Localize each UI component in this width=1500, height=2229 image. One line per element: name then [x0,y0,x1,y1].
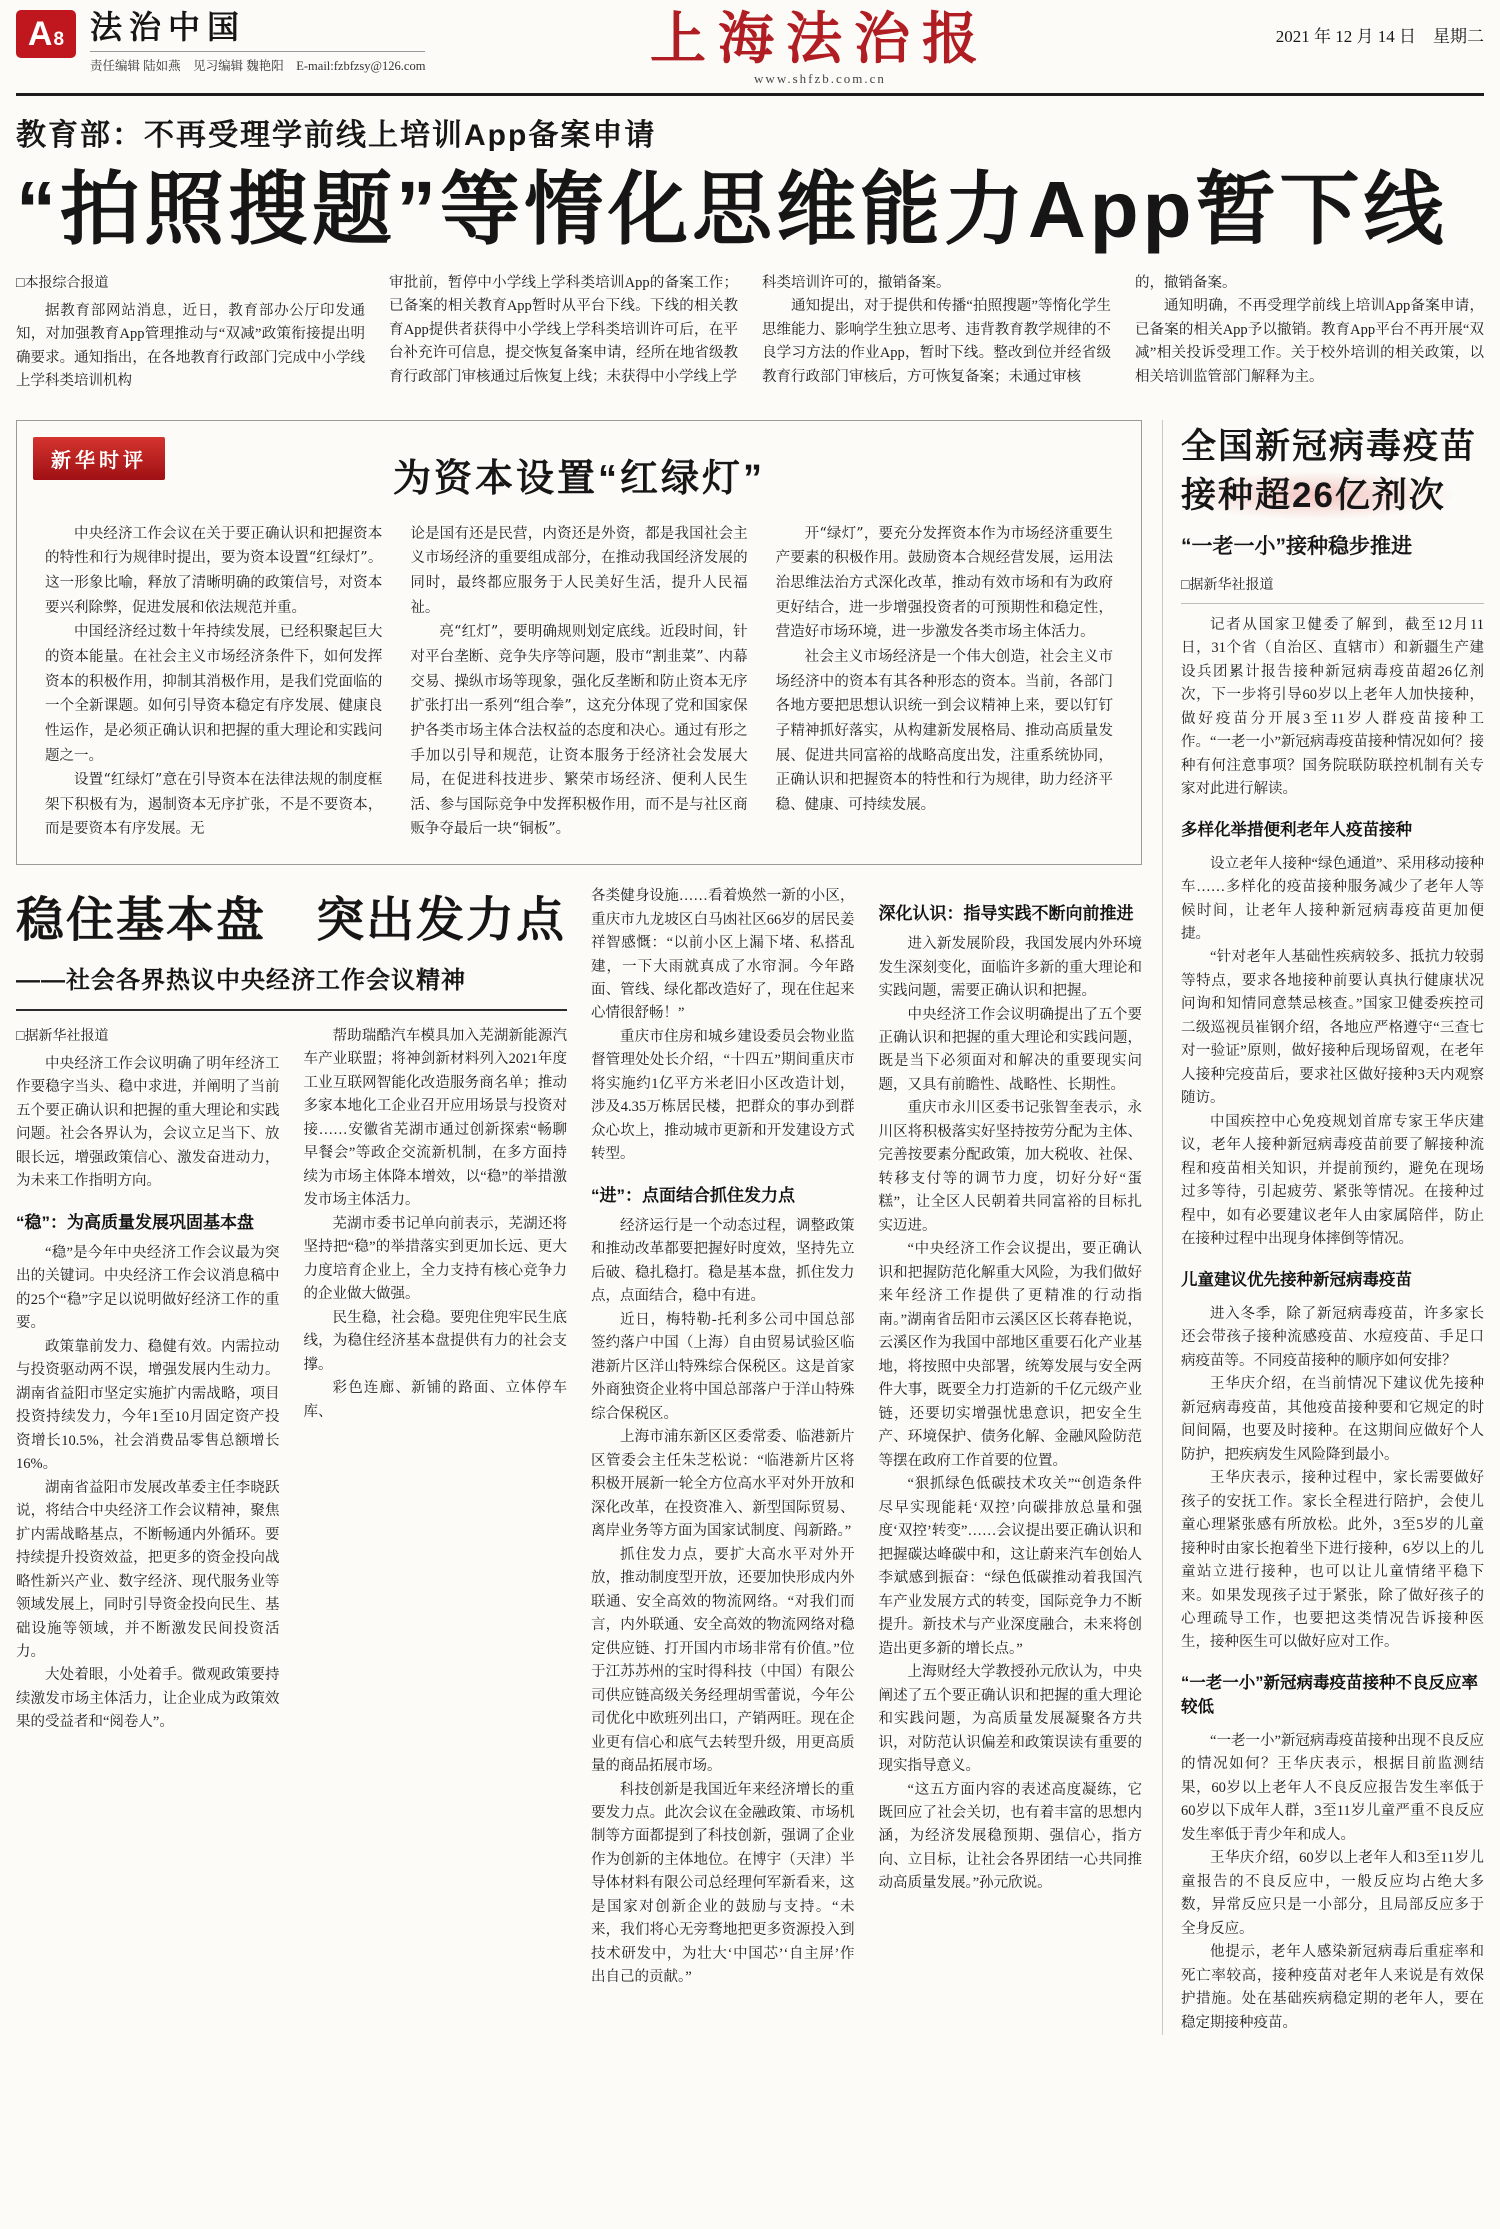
main-content-row [16,420,1484,2035]
section-title: 法治中国 [90,9,247,45]
vaccine-byline: □据新华社报道 [1181,574,1484,604]
page-badge-number: 8 [53,29,65,50]
body-paragraph: “狠抓绿色低碳技术攻关”“创造条件尽早实现能耗‘双控’向碳排放总量和强度‘双控’转变”……会议提出要正确认识和把握碳达峰碳中和，这让蔚来汽车创始人李斌感到振奋：“绿色低碳推动着我国汽车产业发展方式的转变，国际竞争力不断提升。新技术与产业深度融合，未来将创造出更多新的增长点。” [878,1476,1142,1657]
body-paragraph: 的，撤销备案。 [1135,274,1237,291]
body-paragraph: 科技创新是我国近年来经济增长的重要发力点。此次会议在金融政策、市场机制等方面都提到了科技创新，强调了企业作为创新的主体地位。在博宇（天津）半导体材料有限公司总经理何军新看来，这是国家对创新企业的鼓励与支持。“未来，我们将心无旁骛地把更多资源投入到技术研发中，为壮大‘中国芯’‘自主屏’作出自己的贡献。” [591,1781,855,1986]
body-paragraph: 中央经济工作会议明确了明年经济工作要稳字当头、稳中求进，并阐明了当前五个要正确认识和把握的重大理论和实践问题。社会各界认为，会议立足当下、放眼长远，增强政策信心、激发奋进动力，为未来工作指明方向。 [16,1055,280,1190]
commentary-badge: 新华时评 [33,437,165,480]
column-sub-heading: 深化认识：指导实践不断向前推进 [878,904,1134,924]
vaccine-headline-line2: 接种超26亿剂次 [1181,471,1454,520]
body-paragraph: 论是国有还是民营，内资还是外资，都是我国社会主义市场经济的重要组成部分，在推动我国经济发展的同时，最终都应服务于人民美好生活，提升人民福祉。 [410,525,748,616]
date-line: 2021 年 12 月 14 日 星期二 [1275,27,1484,46]
lead-kicker: 教育部：不再受理学前线上培训App备案申请 [16,118,657,152]
website-url: www.shfzb.com.cn [754,70,886,86]
page-number-badge [16,10,76,58]
body-paragraph: 审批前，暂停中小学线上学科类培训App的备案工作；已备案的相关教育App暂时从平台下线。下线的相关教育App提供者获得中小学线上学科类培训许可后，在平台补充许可信息，提交恢复备案申请，经所在地省级教育行政部门审核通过后恢复上线；未获得中小学线上学 [389,274,738,385]
body-paragraph: 湖南省益阳市发展改革委主任李晓跃说，将结合中央经济工作会议精神，聚焦扩内需战略基点，不断畅通内外循环。要持续提升投资效益，把更多的资金投向战略性新兴产业、数字经济、现代服务业等领域发展上，同时引导资金投向民生、基础设施等领域，并不断激发民间投资活力。 [16,1479,280,1660]
column-text [16,1053,280,1735]
body-paragraph: 社会主义市场经济是一个伟大创造，社会主义市场经济中的资本有其各种形态的资本。当前，各部门各地方要把思想认识统一到会议精神上来，要以钉钉子精神抓好落实，从构建新发展格局、推动高质量发展、促进共同富裕的战略高度出发，注重系统协同，正确认识和把握资本的特性和行为规律，助力经济平稳、健康、可持续发展。 [775,648,1113,813]
body-paragraph: 记者从国家卫健委了解到，截至12月11日，31个省（自治区、直辖市）和新疆生产建设兵团累计报告接种新冠病毒疫苗超26亿剂次，下一步将引导60岁以上老年人加快接种，做好疫苗分开展3至11岁人群疫苗接种工作。“一老一小”新冠病毒疫苗接种情况如何？接种有何注意事项？国务院联防联控机制有关专家对此进行解读。 [1181,616,1484,798]
economy-headline-block [16,885,567,1011]
body-paragraph: 政策靠前发力、稳健有效。内需拉动与投资驱动两不误，增强发展内生动力。湖南省益阳市坚定实施扩内需战略，项目投资持续发力，今年1至10月固定资产投资增长10.5%，社会消费品零售总额增长16%。 [16,1338,280,1473]
masthead-block [456,6,1184,87]
body-paragraph: “稳”是今年中央经济工作会议最为突出的关键词。中央经济工作会议消息稿中的25个“稳”字足以说明做好经济工作的重要。 [16,1244,280,1332]
economy-left-columns [16,1025,567,1735]
economy-article-grid [16,885,1142,1990]
body-paragraph: 中国经济经过数十年持续发展，已经积聚起巨大的资本能量。在社会主义市场经济条件下，如何发挥资本的积极作用，抑制其消极作用，是我们党面临的一个全新课题。如何引导资本稳定有序发展、健康良性运作，是必须正确认识和把握的重大理论和实践问题之一。 [45,624,383,764]
article-column [410,522,747,842]
body-paragraph: 重庆市永川区委书记张智奎表示，永川区将积极落实好坚持按劳分配为主体、完善按要素分配政策，加大税收、社保、转移支付等的调节力度，切好分好“蛋糕”，让全区人民朝着共同富裕的目标扎实迈进。 [878,1100,1142,1234]
body-paragraph: 中央经济工作会议明确提出了五个要正确认识和把握的重大理论和实践问题，既是当下必须面对和解决的重要现实问题，又具有前瞻性、战略性、长期性。 [878,1006,1142,1093]
editors-line: 责任编辑 陆如燕 见习编辑 魏艳阳 E-mail:fzbfzsy@126.com [90,51,425,74]
body-paragraph: 王华庆介绍，60岁以上老年人和3至11岁儿童报告的不良反应中，一般反应均占绝大多数，异常反应只是一小部分，且局部反应多于全身反应。 [1181,1850,1484,1937]
economy-headline: 稳住基本盘 突出发力点 [16,894,567,948]
paper-masthead: 上海法治报 [650,6,990,72]
body-paragraph: 通知明确，不再受理学前线上培训App备案申请，已备案的相关App予以撤销。教育App平台不再开展“双减”相关投诉受理工作。关于校外培训的相关政策，以相关培训监管部门解释为主。 [1135,298,1484,385]
economy-article-left [16,885,567,1990]
economy-byline: □据新华社报道 [16,1028,109,1044]
body-paragraph: 重庆市住房和城乡建设委员会物业监督管理处处长介绍，“十四五”期间重庆市将实施约1亿平方米老旧小区改造计划，涉及4.35万栋居民楼，把群众的事办到群众心坎上，推动城市更新和开发建设方式转型。 [591,1028,855,1163]
economy-subhead: ——社会各界热议中央经济工作会议精神 [16,966,466,994]
body-paragraph: 设立老年人接种“绿色通道”、采用移动接种车……多样化的疫苗接种服务减少了老年人等候时间，让老年人接种新冠病毒疫苗更加便捷。 [1181,855,1484,942]
left-main-column [16,420,1142,2035]
body-paragraph: 民生稳，社会稳。要兜住兜牢民生底线，为稳住经济基本盘提供有力的社会支撑。 [303,1309,567,1373]
body-paragraph: 进入新发展阶段，我国发展内外环境发生深刻变化，面临许多新的重大理论和实践问题，需要正确认识和把握。 [878,936,1142,1000]
body-paragraph: 王华庆表示，接种过程中，家长需要做好孩子的安抚工作。家长全程进行陪护，会使儿童心理紧张感有所放松。此外，3至5岁的儿童接种时由家长抱着坐下进行接种，6岁以上的儿童站立进行接种，也可以让儿童情绪平稳下来。如果发现孩子过于紧张，除了做好孩子的心理疏导工作，也要把这类情况告诉接种医生，接种医生可以做好应对工作。 [1181,1470,1484,1651]
body-paragraph: 上海财经大学教授孙元欣认为，中央阐述了五个要正确认识和把握的重大理论和实践问题，为高质量发展凝聚各方共识，对防范认识偏差和政策误读有重要的现实指导意义。 [878,1664,1142,1775]
column-sub-heading: 儿童建议优先接种新冠病毒疫苗 [1181,1270,1412,1289]
vaccine-headline [1181,422,1484,520]
body-paragraph: 王华庆介绍，在当前情况下建议优先接种新冠病毒疫苗，其他疫苗接种要和它规定的时间间隔，也要及时接种。在这期间应做好个人防护，把疾病发生风险降到最小。 [1181,1376,1484,1463]
body-paragraph: 近日，梅特勒-托利多公司中国总部签约落户中国（上海）自由贸易试验区临港新片区洋山特殊综合保税区。这是首家外商独资企业将中国总部落户于洋山特殊综合保税区。 [591,1311,855,1422]
article-column [762,272,1111,394]
commentary-box [16,420,1142,865]
body-paragraph: 通知提出，对于提供和传播“拍照搜题”等惰化学生思维能力、影响学生独立思考、违背教育教学规律的不良学习方法的作业App，暂时下线。整改到位并经省级教育行政部门审核后，方可恢复备案；未通过审核 [762,298,1111,385]
article-column [304,1025,568,1735]
article-column [879,885,1143,1990]
body-paragraph: 帮助瑞酷汽车模具加入芜湖新能源汽车产业联盟；将神剑新材料列入2021年度工业互联网智能化改造服务商名单；推动多家本地化工企业召开应用场景与投资对接……安徽省芜湖市通过创新探索“畅聊早餐会”等政企交流新机制，在多方面持续为市场主体降本增效，以“稳”的举措激发市场主体活力。 [303,1027,567,1209]
body-paragraph: 彩色连廊、新铺的路面、立体停车库、 [303,1380,567,1420]
economy-article [16,885,1142,1990]
column-text [16,300,365,394]
commentary-body [45,522,1113,842]
body-paragraph: 进入冬季，除了新冠病毒疫苗，许多家长还会带孩子接种流感疫苗、水痘疫苗、手足口病疫苗等。不同疫苗接种的顺序如何安排？ [1181,1305,1484,1369]
body-paragraph: 他提示，老年人感染新冠病毒后重症率和死亡率较高，接种疫苗对老年人来说是有效保护措施。处在基础疾病稳定期的老年人，要在稳定期接种疫苗。 [1181,1944,1484,2031]
article-column [45,522,382,842]
body-paragraph: 大处着眼，小处着手。微观政策要持续激发市场主体活力，让企业成为政策效果的受益者和“阅卷人”。 [16,1667,280,1731]
header-left [16,10,456,74]
article-column [389,272,738,394]
body-paragraph: 上海市浦东新区区委常委、临港新片区管委会主任朱芝松说：“临港新片区将积极开展新一轮全方位高水平对外开放和深化改革，在投资准入、新型国际贸易、离岸业务等方面为国家试制度、闯新路。” [591,1429,855,1540]
lead-article [16,110,1484,406]
header-rule [16,93,1484,96]
article-column [1135,272,1484,394]
body-paragraph: 亮“红灯”，要明确规则划定底线。近段时间，针对平台垄断、竞争失序等问题，股市“割韭菜”、内幕交易、操纵市场等现象，强化反垄断和防止资本无序扩张打出一系列“组合拳”，这充分体现了党和国家保护各类市场主体合法权益的态度和决心。通过有形之手加以引导和规范，让资本服务于经济社会发展大局，在促进科技进步、繁荣市场经济、便利人民生活、参与国际竞争中发挥积极作用，而不是与社区商贩争夺最后一块“铜板”。 [410,624,748,838]
page-header [16,8,1484,93]
article-column [776,522,1113,842]
body-paragraph: 中央经济工作会议在关于要正确认识和把握资本的特性和行为规律时提出，要为资本设置“红绿灯”。这一形象比喻，释放了清晰明确的政策信号，对资本要兴利除弊，促进发展和依法规范并重。 [45,525,383,616]
lead-article-body [16,272,1484,406]
column-sub-heading: 多样化举措便利老年人疫苗接种 [1181,820,1412,839]
vaccine-article [1162,420,1484,2035]
section-block [90,10,425,74]
vaccine-deck: “一老一小”接种稳步推进 [1181,534,1412,558]
lead-byline: □本报综合报道 [16,275,109,291]
article-column [16,1025,280,1735]
body-paragraph: 设置“红绿灯”意在引导资本在法律法规的制度框架下积极有为，遏制资本无序扩张，不是不要资本，而是要资本有序发展。无 [45,772,383,838]
body-paragraph: “针对老年人基础性疾病较多、抵抗力较弱等特点，要求各地接种前要认真执行健康状况问询和知情同意禁忌核查。”国家卫健委疾控司二级巡视员崔钢介绍，各地应严格遵守“三查七对一验证”原则，做好接种后现场留观，在老年人接种完疫苗后，要求社区做好接种3天内观察随访。 [1181,949,1484,1107]
vaccine-body [1181,614,1484,2035]
page-badge-letter: A [27,15,53,53]
economy-right-columns [591,885,1142,1990]
body-paragraph: 抓住发力点，要扩大高水平对外开放，推动制度型开放，还要加快形成内外联通、安全高效的物流网络。“对我们而言，内外联通、安全高效的物流网络对稳定供应链、打开国内市场非常有价值。”位于江苏苏州的宝时得科技（中国）有限公司供应链高级关务经理胡雪蕾说，今年公司优化中欧班列出口，产销两旺。现在企业更有信心和底气去转型升级，用更高质量的商品拓展市场。 [591,1546,855,1775]
body-paragraph: 科类培训许可的，撤销备案。 [762,274,951,291]
body-paragraph: 开“绿灯”，要充分发挥资本作为市场经济重要生产要素的积极作用。鼓励资本合规经营发展，运用法治思维法治方式深化改革，推动有效市场和有为政府更好结合，进一步增强投资者的可预期性和稳定性，营造好市场环境，进一步激发各类市场主体活力。 [775,525,1113,641]
column-sub-heading: “进”：点面结合抓住发力点 [591,1185,795,1205]
body-paragraph: 各类健身设施……看着焕然一新的小区，重庆市九龙坡区白马凼社区66岁的居民姜祥智感慨：“以前小区上漏下堵、私搭乱建，一下大雨就真成了水帘洞。今年路面、管线、绿化都改造好了，现在住起来心情很舒畅！” [591,888,855,1022]
article-column [591,885,855,1990]
column-sub-heading: “稳”：为高质量发展巩固基本盘 [16,1212,254,1232]
body-paragraph: 芜湖市委书记单向前表示，芜湖还将坚持把“稳”的举措落实到更加长远、更大力度培育企业上，全力支持有核心竞争力的企业做大做强。 [303,1215,567,1303]
body-paragraph: 据教育部网站消息，近日，教育部办公厅印发通知，对加强教育App管理推动与“双减”政策衔接提出明确要求。通知指出，在各地教育行政部门完成中小学线上学科类培训机构 [16,302,365,390]
vaccine-headline-line1: 全国新冠病毒疫苗 [1181,426,1478,466]
commentary-title: 为资本设置“红绿灯” [392,457,765,500]
body-paragraph: 经济运行是一个动态过程，调整政策和推动改革都要把握好时度效，坚持先立后破、稳扎稳打。稳是基本盘，抓住发力点，点面结合，稳中有进。 [591,1217,855,1305]
column-sub-heading: “一老一小”新冠病毒疫苗接种不良反应率较低 [1181,1673,1478,1716]
body-paragraph: “一老一小”新冠病毒疫苗接种出现不良反应的情况如何？王华庆表示，根据目前监测结果，60岁以上老年人不良反应报告发生率低于60岁以下成年人群，3至11岁儿童严重不良反应发生率低于青少年和成人。 [1181,1732,1484,1843]
article-column [16,272,365,394]
body-paragraph: 中国疾控中心免疫规划首席专家王华庆建议，老年人接种新冠病毒疫苗前要了解接种流程和疫苗相关知识，并提前预约，避免在现场过多等待，引起疲劳、紧张等情况。在接种过程中，如有必要建议老年人由家属陪伴，防止在接种过程中出现身体摔倒等情况。 [1181,1113,1484,1248]
body-paragraph: “中央经济工作会议提出，要正确认识和把握防范化解重大风险，为我们做好来年经济工作提供了更精准的行动指南。”湖南省岳阳市云溪区区长蒋春艳说，云溪区作为我国中部地区重要石化产业基地，将按照中央部署，统筹发展与安全两件大事，既要全力打造新的千亿元级产业链，还要切实增强忧患意识，把安全生产、环境保护、债务化解、金融风险防范等摆在政府工作首要的位置。 [878,1241,1142,1469]
body-paragraph: “这五方面内容的表述高度凝练，它既回应了社会关切，也有着丰富的思想内涵，为经济发展稳预期、强信心，指方向、立目标，让社会各界团结一心共同推动高质量发展。”孙元欣说。 [878,1781,1142,1892]
lead-headline: “拍照搜题”等惰化思维能力App暂下线 [16,164,1448,254]
